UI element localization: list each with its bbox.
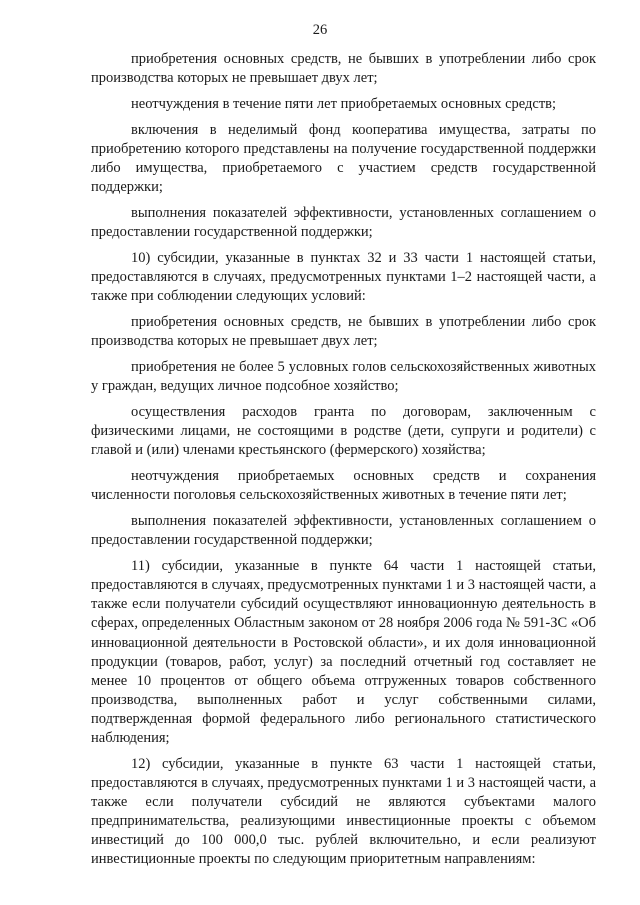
paragraph: неотчуждения в течение пяти лет приобретаемых основных средств; <box>131 95 557 112</box>
paragraph: 12) субсидии, указанные в пункте 63 части 1 настоящей статьи, предоставляются в случаях, предусмотренных пунктами 1 и 3 настоящей части, а также если получатели субсидий не являются субъектами малого предпринимательства, реализующими инвестиционные проекты с объемом инвестиций до 100 000,0 тыс. рублей включительно, и если реализуют инвестиционные проекты по следующим приоритетным направлениям: <box>91 755 596 868</box>
paragraph: 11) субсидии, указанные в пункте 64 части 1 настоящей статьи, предоставляются в случаях, предусмотренных пунктами 1 и 3 настоящей части, а также если получатели субсидий осуществляют инновационную деятельность в сферах, определенных Областным законом от 28 ноября 2006 года № 591-ЗС «Об инновационной деятельности в Ростовской области», и их доля инновационной продукции (товаров, работ, услуг) за последний отчетный год составляет не менее 10 процентов от общего объема отгруженных товаров собственного производства, выполненных работ и услуг собственными силами, подтвержденная формой федерального либо регионального статистического наблюдения; <box>91 558 596 746</box>
paragraph: выполнения показателей эффективности, установленных соглашением о предоставлении государственной поддержки; <box>91 205 596 241</box>
paragraph: приобретения не более 5 условных голов сельскохозяйственных животных у граждан, ведущих личное подсобное хозяйство; <box>91 359 596 395</box>
body-text <box>91 50 596 876</box>
paragraph: неотчуждения приобретаемых основных средств и сохранения численности поголовья сельскохозяйственных животных в течение пяти лет; <box>91 468 596 504</box>
paragraph: 10) субсидии, указанные в пунктах 32 и 33 части 1 настоящей статьи, предоставляются в случаях, предусмотренных пунктами 1–2 настоящей части, а также при соблюдении следующих условий: <box>91 250 596 305</box>
paragraph: включения в неделимый фонд кооператива имущества, затраты по приобретению которого представлены на получение государственной поддержки либо имущества, приобретаемого с участием средств государственной поддержки; <box>91 121 596 196</box>
paragraph: приобретения основных средств, не бывших в употреблении либо срок производства которых не превышает двух лет; <box>91 51 596 87</box>
paragraph: осуществления расходов гранта по договорам, заключенным с физическими лицами, не состоящими в родстве (дети, супруги и родители) с главой и (или) членами крестьянского (фермерского) хозяйства; <box>91 404 596 459</box>
paragraph: выполнения показателей эффективности, установленных соглашением о предоставлении государственной поддержки; <box>91 513 596 549</box>
page-number: 26 <box>312 22 328 38</box>
paragraph: приобретения основных средств, не бывших в употреблении либо срок производства которых не превышает двух лет; <box>91 314 596 350</box>
